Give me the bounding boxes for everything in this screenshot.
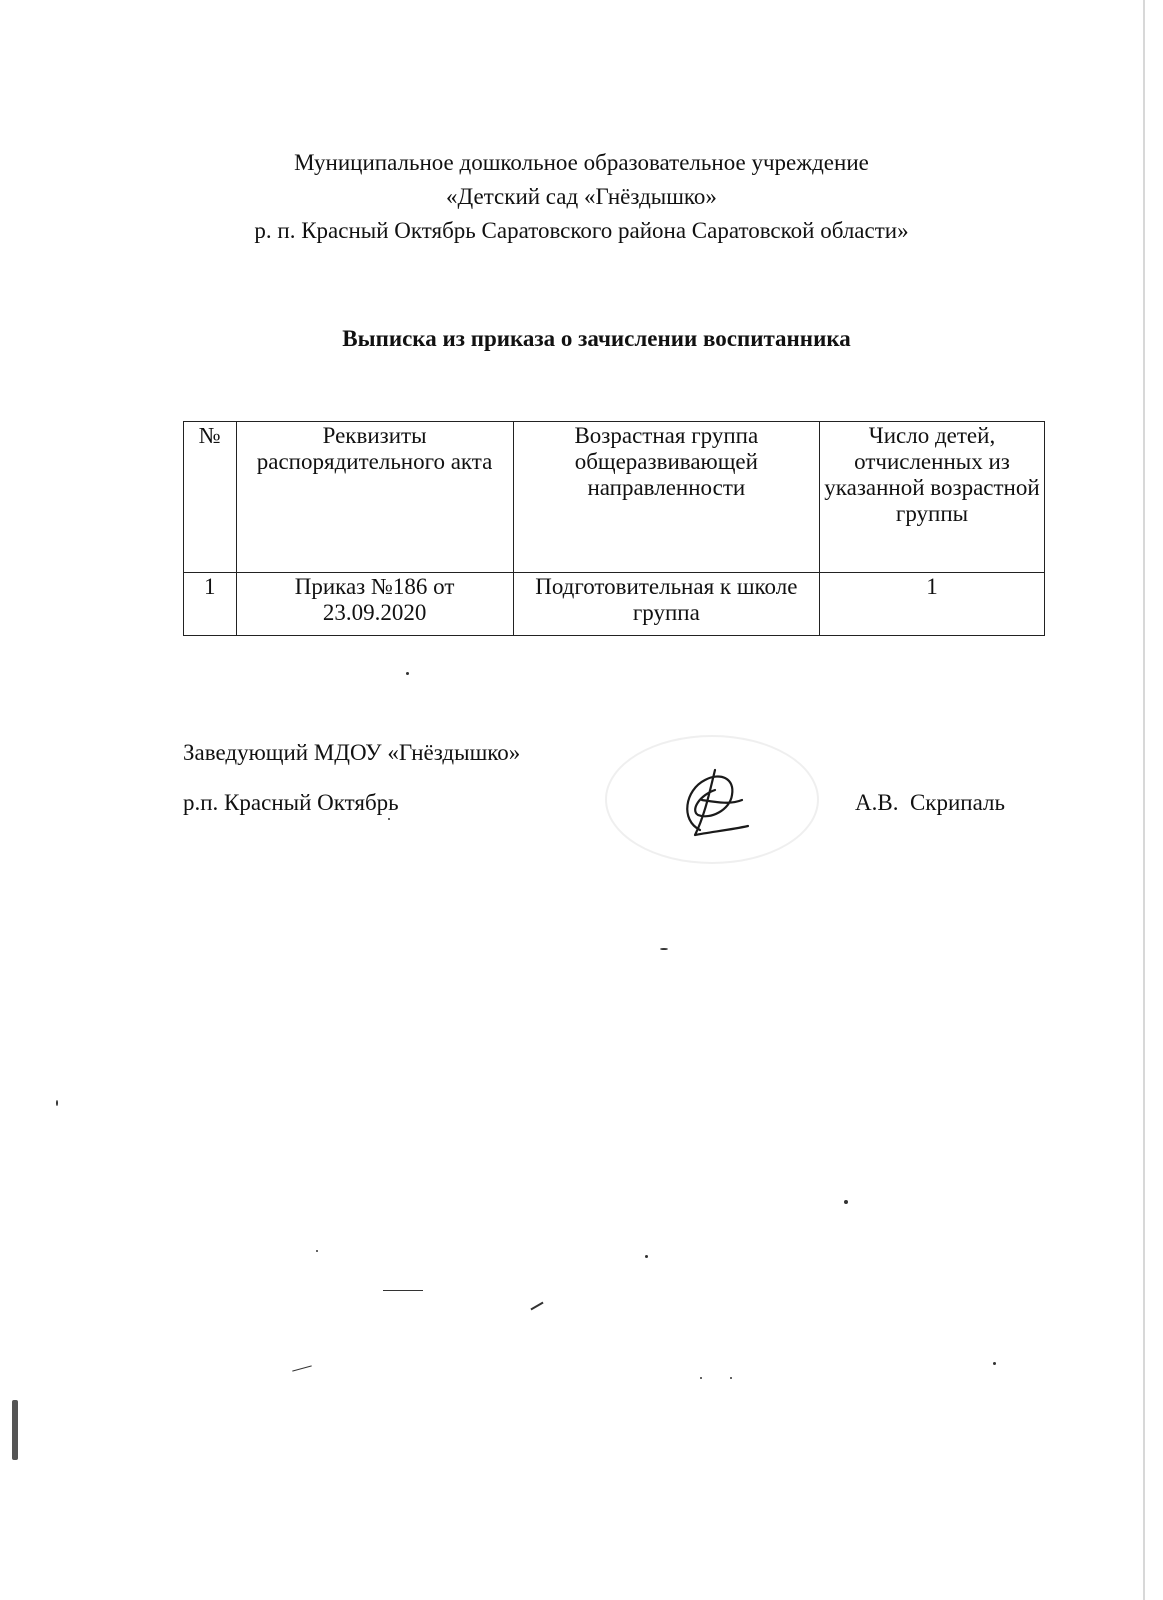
scan-speck: [645, 1255, 648, 1258]
scan-speck: [292, 1365, 312, 1371]
table-header-row: [184, 422, 1045, 573]
scan-speck: [12, 1400, 18, 1460]
scan-speck: [530, 1302, 543, 1311]
scan-speck: [730, 1377, 732, 1379]
cell-number: 1: [184, 573, 237, 636]
cell-count: 1: [820, 573, 1045, 636]
header-act: Реквизиты распорядительного акта: [236, 422, 513, 573]
header-count: Число детей, отчисленных из указанной возрастной группы: [820, 422, 1045, 573]
scan-speck: [406, 672, 409, 675]
scan-speck: [660, 948, 668, 950]
scan-speck: [56, 1100, 58, 1106]
header-name-line: «Детский сад «Гнёздышко»: [446, 184, 717, 209]
order-table: [183, 421, 1045, 636]
scan-speck: [383, 1290, 423, 1291]
cell-group: Подготовительная к школе группа: [513, 573, 819, 636]
header-institution-line: Муниципальное дошкольное образовательное учреждение: [294, 150, 869, 175]
handwritten-signature: [660, 760, 760, 845]
document-header: [0, 146, 1163, 248]
header-location-line: р. п. Красный Октябрь Саратовского района Саратовской области»: [254, 218, 909, 243]
header-group: Возрастная группа общеразвивающей направленности: [513, 422, 819, 573]
document-title: Выписка из приказа о зачислении воспитанника: [342, 326, 851, 351]
scan-speck: [993, 1362, 996, 1365]
scan-speck: [844, 1200, 848, 1204]
header-number: №: [184, 422, 237, 573]
cell-act: Приказ №186 от 23.09.2020: [236, 573, 513, 636]
signatory-name: А.В. Скрипаль: [855, 790, 1005, 815]
table-row: [184, 573, 1045, 636]
scan-speck: [700, 1377, 702, 1379]
signatory-location: р.п. Красный Октябрь: [183, 790, 399, 815]
scan-speck: [388, 818, 390, 820]
scan-speck: [316, 1250, 318, 1252]
signatory-position: Заведующий МДОУ «Гнёздышко»: [183, 740, 521, 765]
